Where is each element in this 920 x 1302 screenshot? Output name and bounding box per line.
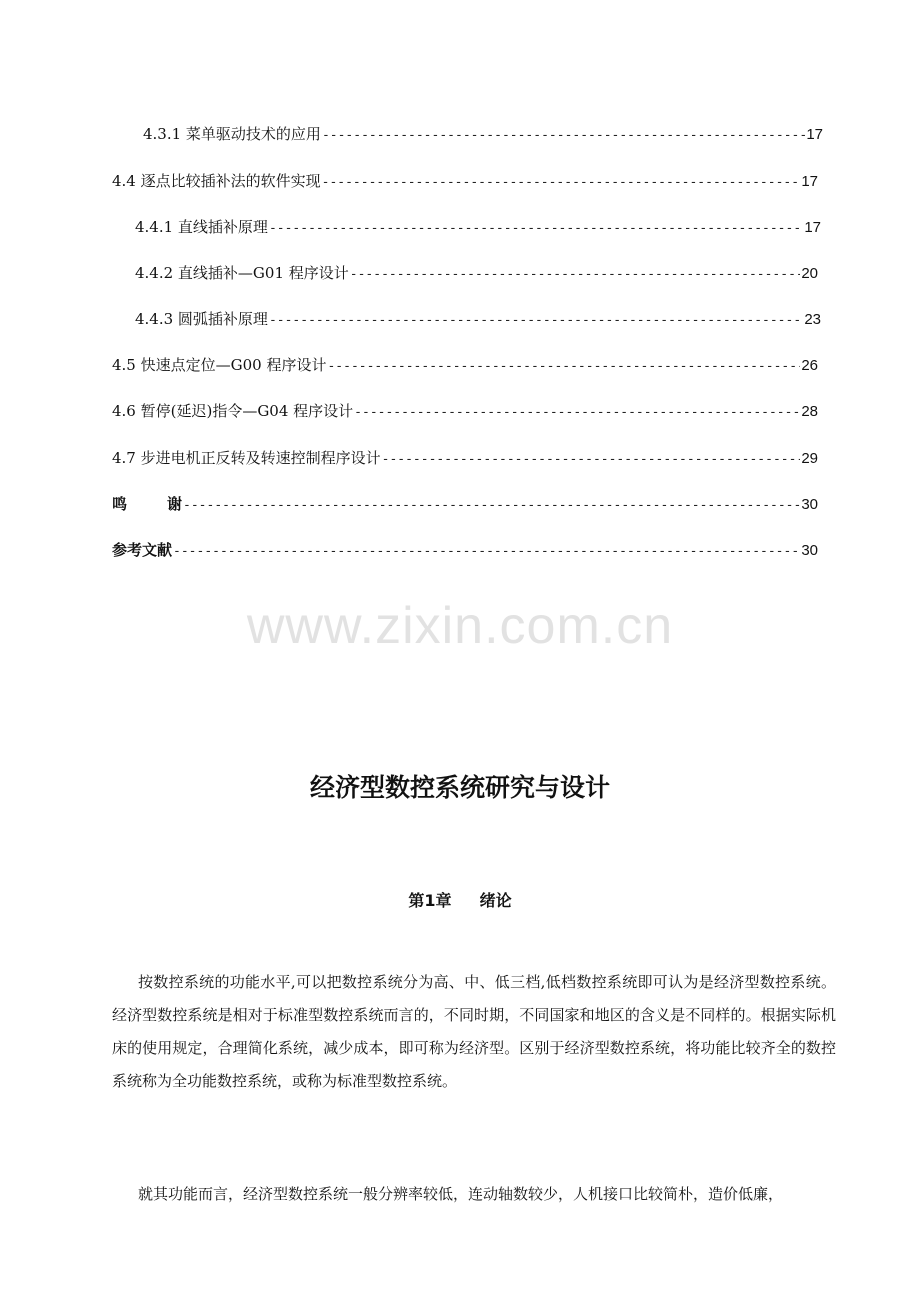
toc-entry-4-4-1[interactable] bbox=[135, 216, 821, 238]
toc-leader bbox=[183, 498, 800, 513]
toc-entry-page: 23 bbox=[804, 311, 821, 328]
chapter-name: 绪论 bbox=[479, 891, 512, 910]
toc-leader bbox=[327, 359, 800, 374]
toc-entry-title: 4.3.1 菜单驱动技术的应用 bbox=[143, 125, 321, 143]
toc-entry-references[interactable] bbox=[112, 539, 818, 561]
toc-entry-page: 30 bbox=[801, 542, 818, 559]
toc-entry-page: 20 bbox=[801, 265, 818, 282]
watermark: www.zixin.com.cn bbox=[246, 597, 674, 655]
toc-entry-title: 4.4 逐点比较插补法的软件实现 bbox=[112, 172, 321, 190]
toc-ack-char-2: 谢 bbox=[167, 495, 183, 513]
toc-leader bbox=[354, 405, 800, 420]
toc-leader bbox=[382, 452, 801, 467]
toc-entry-title: 4.6 暂停(延迟)指令—G04 程序设计 bbox=[112, 402, 354, 420]
toc-entry-4-4-2[interactable] bbox=[135, 262, 818, 284]
toc-entry-4-4[interactable] bbox=[112, 170, 818, 192]
toc-leader bbox=[322, 128, 805, 143]
body-paragraph: 按数控系统的功能水平,可以把数控系统分为高、中、低三档,低档数控系统即可认为是经济型数控系统。经济型数控系统是相对于标准型数控系统而言的，不同时期，不同国家和地区的含义是不同样的。根据实际机床的使用规定，合理简化系统，减少成本，即可称为经济型。区别于经济型数控系统，将功能比较齐全的数控系统称为全功能数控系统，或称为标准型数控系统。 bbox=[112, 973, 836, 1090]
toc-entry-page: 30 bbox=[801, 496, 818, 513]
toc-entry-page: 17 bbox=[806, 126, 823, 143]
toc-entry-page: 29 bbox=[801, 450, 818, 467]
chapter-heading bbox=[0, 888, 920, 911]
toc-entry-page: 17 bbox=[801, 173, 818, 190]
toc-entry-4-3-1[interactable] bbox=[143, 123, 823, 145]
toc-leader bbox=[350, 267, 801, 282]
toc-entry-4-5[interactable] bbox=[112, 354, 818, 376]
toc-entry-title: 4.5 快速点定位—G00 程序设计 bbox=[112, 356, 327, 374]
body-paragraph: 就其功能而言，经济型数控系统一般分辨率较低，连动轴数较少，人机接口比较简朴，造价低廉， bbox=[138, 1185, 784, 1203]
toc-entry-page: 28 bbox=[801, 403, 818, 420]
toc-leader bbox=[269, 221, 803, 236]
toc-leader bbox=[322, 175, 801, 190]
document-title: 经济型数控系统研究与设计 bbox=[309, 773, 610, 802]
toc-entry-title: 4.7 步进电机正反转及转速控制程序设计 bbox=[112, 449, 381, 467]
toc-entry-page: 17 bbox=[804, 219, 821, 236]
toc-entry-title: 参考文献 bbox=[112, 541, 173, 559]
toc-entry-title: 4.4.1 直线插补原理 bbox=[135, 218, 268, 236]
toc-entry-acknowledgements[interactable] bbox=[112, 493, 818, 515]
toc-leader bbox=[269, 313, 803, 328]
toc-entry-4-7[interactable] bbox=[112, 447, 818, 469]
toc-leader bbox=[173, 544, 800, 559]
chapter-number: 第1章 bbox=[408, 891, 452, 910]
toc-entry-page: 26 bbox=[801, 357, 818, 374]
toc-entry-title: 4.4.2 直线插补—G01 程序设计 bbox=[135, 264, 349, 282]
toc-ack-char-1: 鸣 bbox=[112, 495, 128, 513]
toc-entry-4-6[interactable] bbox=[112, 400, 818, 422]
toc-entry-title: 4.4.3 圆弧插补原理 bbox=[135, 310, 268, 328]
toc-entry-title bbox=[112, 493, 182, 514]
toc-entry-4-4-3[interactable] bbox=[135, 308, 821, 330]
